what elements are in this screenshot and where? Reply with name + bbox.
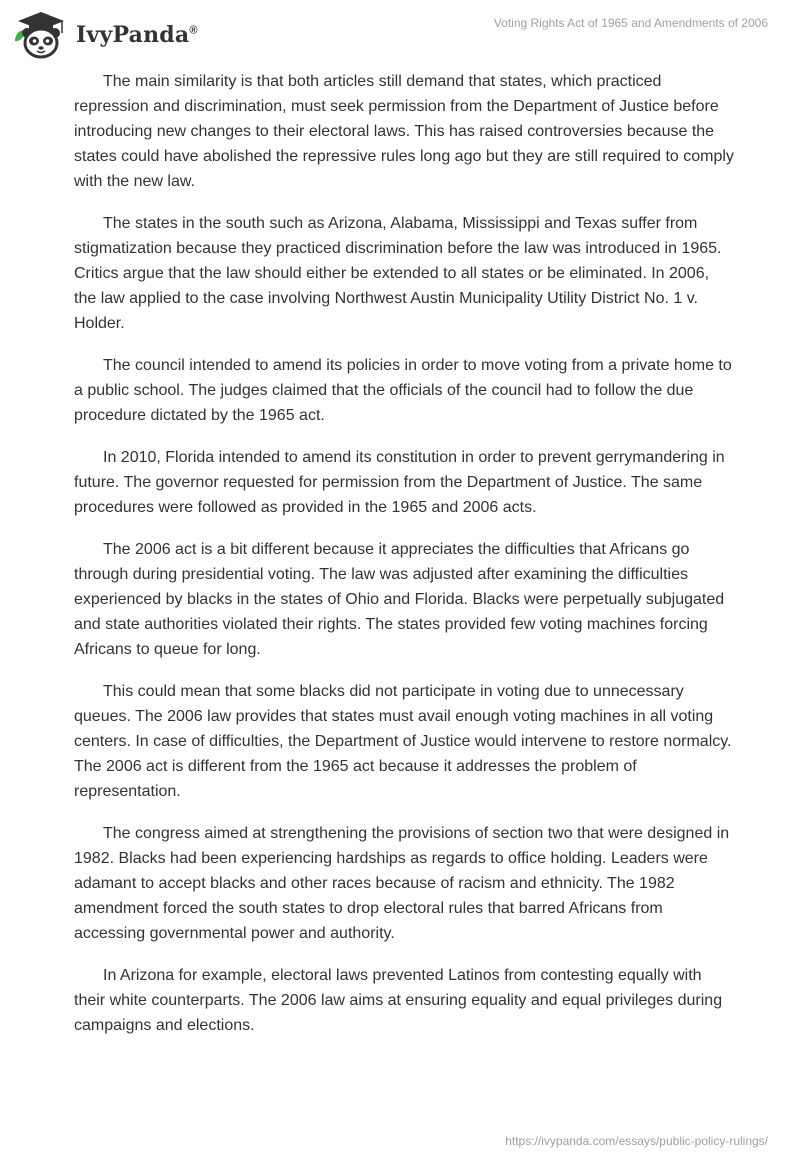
- paragraph: The council intended to amend its policies in order to move voting from a private home to a public school. The judges claimed that the officials of the council had to follow the due procedure dictated by the 1965 act.: [74, 357, 732, 424]
- paragraph: The main similarity is that both articles still demand that states, which practiced repression and discrimination, must seek permission from the Department of Justice before introducing new changes to their electoral laws. This has raised controversies because the states could have abolished the repressive rules long ago but they are still required to comply with the new law.: [74, 73, 734, 190]
- panda-graduate-icon: [12, 9, 70, 59]
- paragraph: In 2010, Florida intended to amend its constitution in order to prevent gerrymandering in future. The governor requested for permission from the Department of Justice. The same procedures were followed as provided in the 1965 and 2006 acts.: [74, 449, 725, 516]
- paragraph: The 2006 act is a bit different because it appreciates the difficulties that Africans go through during presidential voting. The law was adjusted after examining the difficulties experienced by blacks in the states of Ohio and Florida. Blacks were perpetually subjugated and state authorities violated their rights. The states provided few voting machines forcing Africans to queue for long.: [74, 541, 725, 658]
- paragraph: The states in the south such as Arizona, Alabama, Mississippi and Texas suffer from stigmatization because they practiced discrimination before the law was introduced in 1965. Critics argue that the law should either be extended to all states or be eliminated. In 2006, the law applied to the case involving Northwest Austin Municipality Utility District No. 1 v. Holder.: [74, 215, 722, 332]
- paragraph: This could mean that some blacks did not participate in voting due to unnecessary queues. The 2006 law provides that states must avail enough voting machines in all voting centers. In case of difficulties, the Department of Justice would intervene to restore normalcy. The 2006 act is different from the 1965 act because it addresses the problem of representation.: [74, 683, 732, 800]
- paragraph: In Arizona for example, electoral laws prevented Latinos from contesting equally with their white counterparts. The 2006 law aims at ensuring equality and equal privileges during campaigns and elections.: [74, 967, 723, 1034]
- source-url[interactable]: https://ivypanda.com/essays/public-policy-rulings/: [505, 1134, 768, 1148]
- essay-body: [74, 69, 734, 1055]
- logo[interactable]: [12, 9, 198, 59]
- logo-wordmark: IvyPanda®: [76, 22, 198, 48]
- paragraph: The congress aimed at strengthening the provisions of section two that were designed in 1982. Blacks had been experiencing hardships as regards to office holding. Leaders were adamant to accept blacks and other races because of racism and ethnicity. The 1982 amendment forced the south states to drop electoral rules that barred Africans from accessing governmental power and authority.: [74, 825, 730, 942]
- document-title: Voting Rights Act of 1965 and Amendments of 2006: [493, 16, 768, 30]
